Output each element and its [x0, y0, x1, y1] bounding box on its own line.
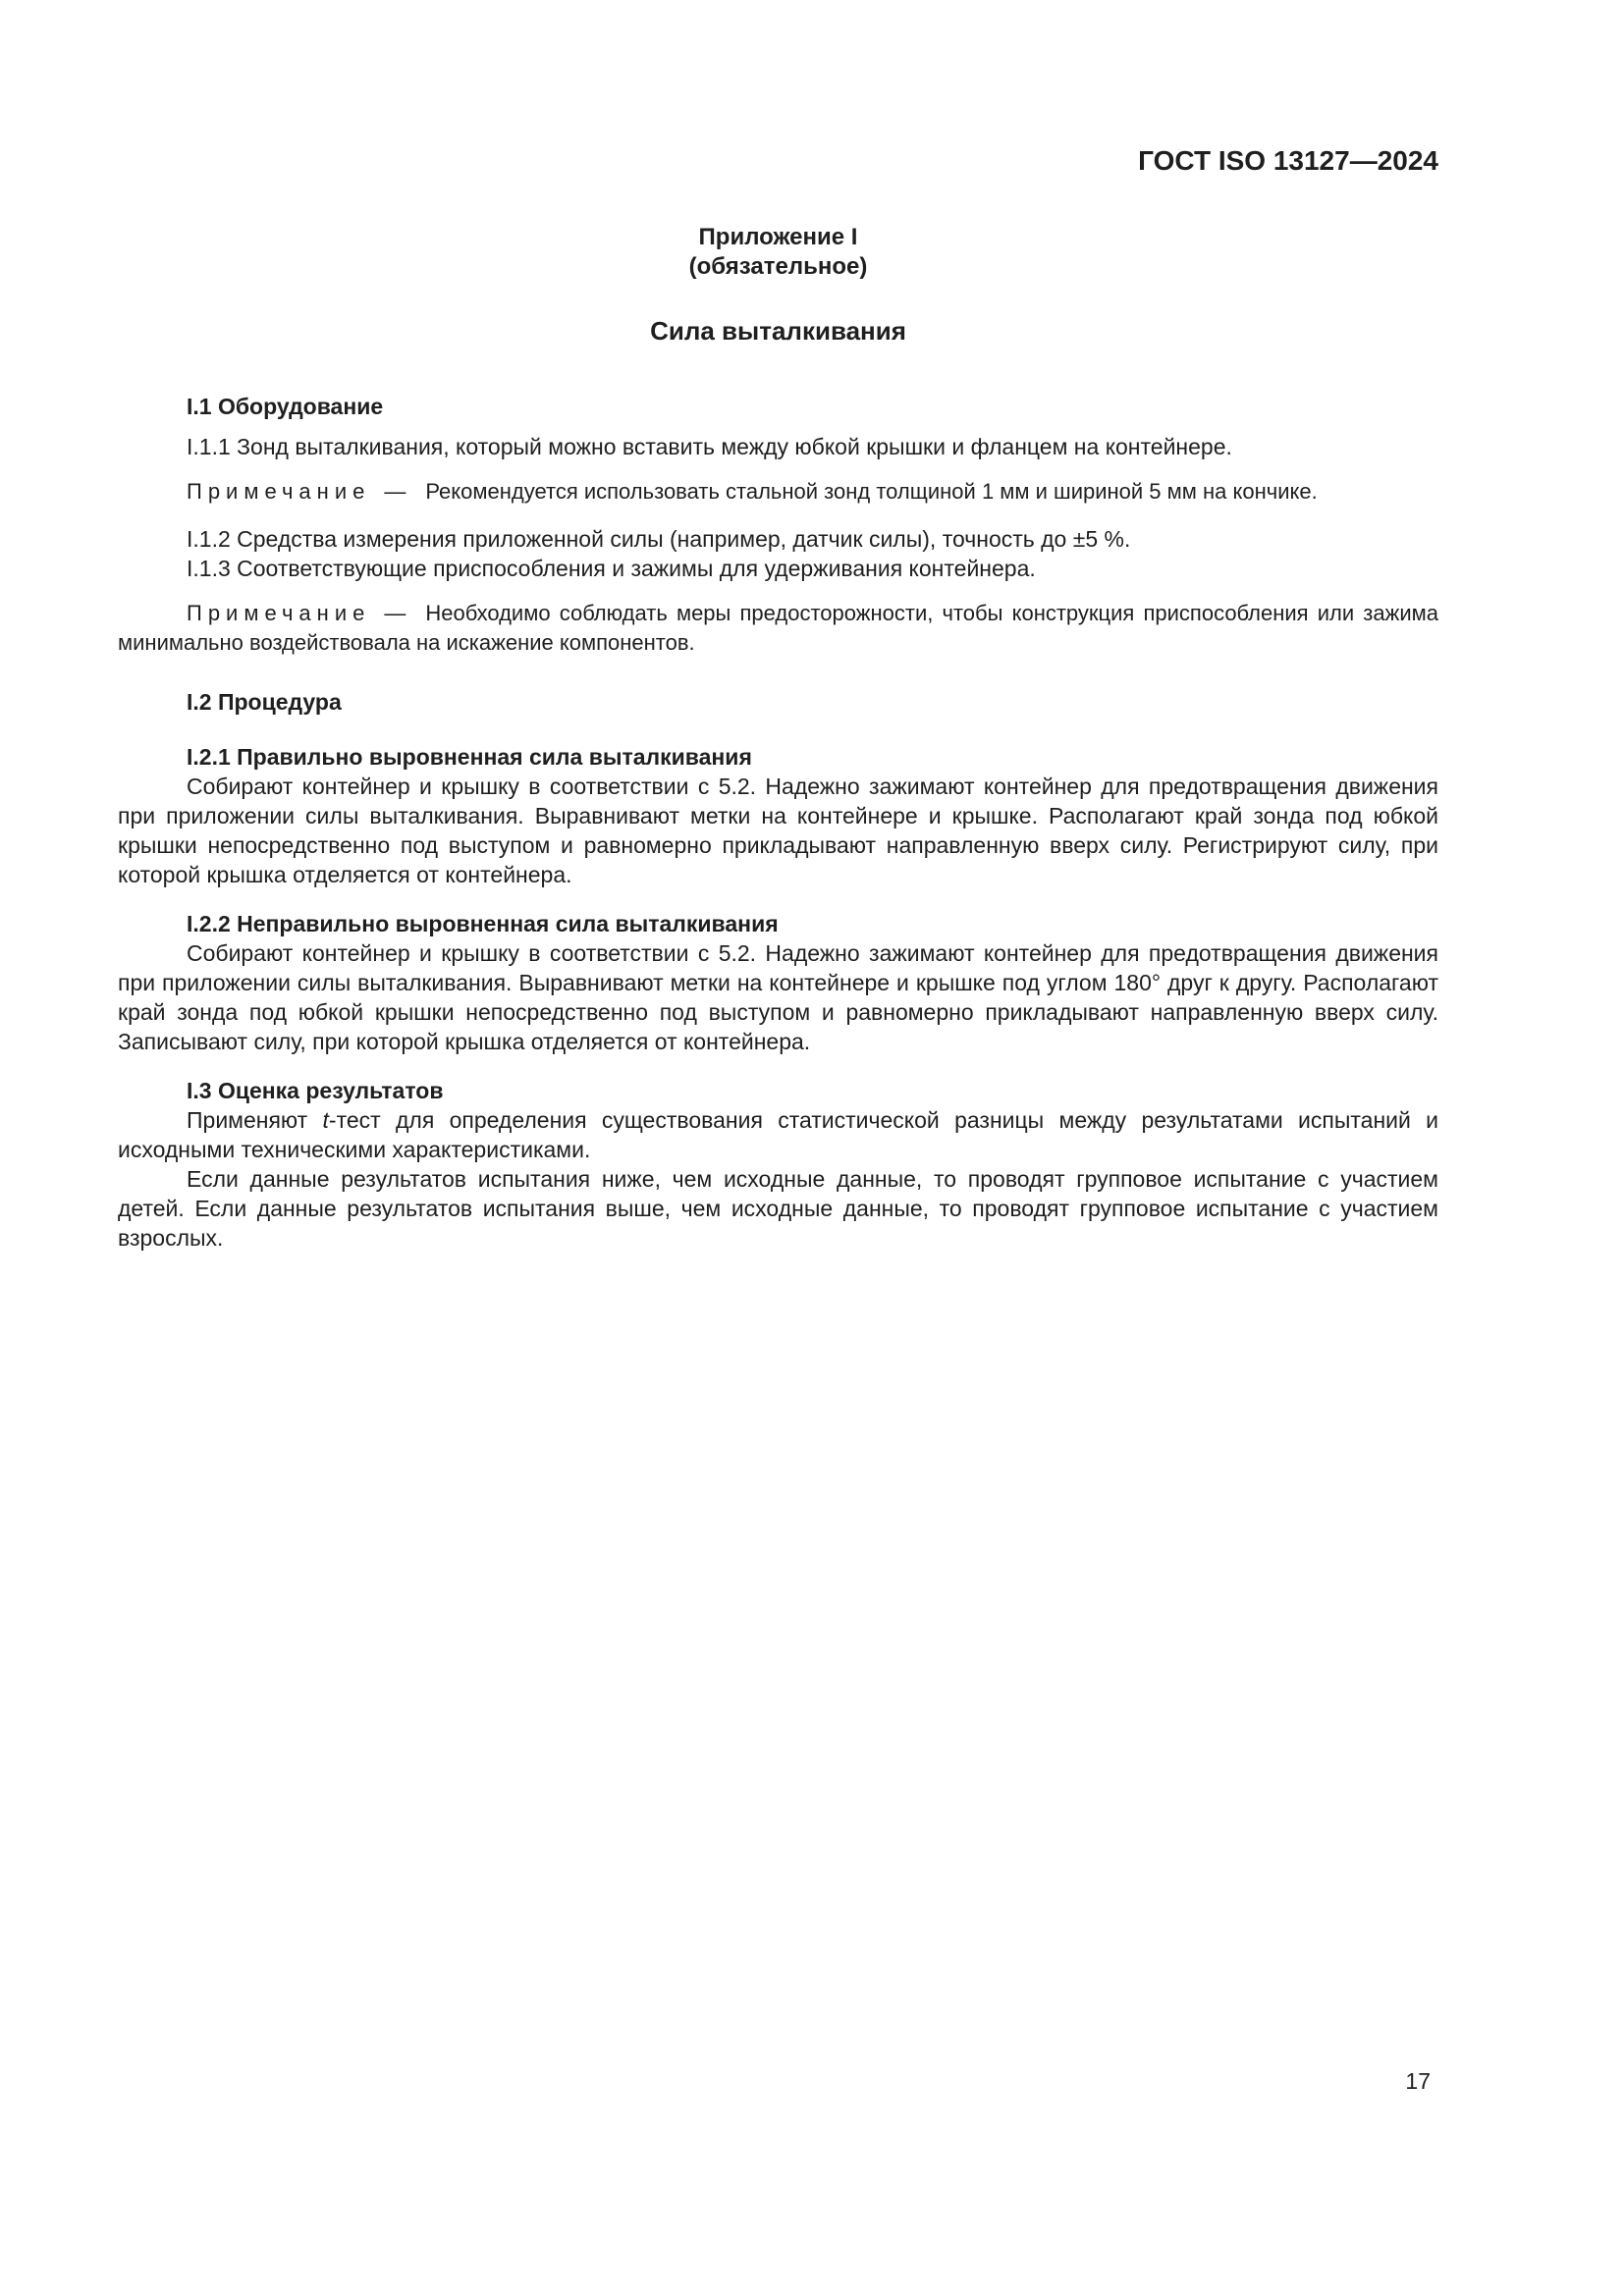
paragraph-i3-2: Если данные результатов испытания ниже, чем исходные данные, то проводят групповое испытание с участием детей. Если данные результатов испытания выше, чем исходные данные, то проводят групповое испытание с участием взрослых. [118, 1166, 1438, 1251]
section-heading-i3: I.3 Оценка результатов [187, 1078, 444, 1103]
note-1-dash: — [384, 479, 406, 504]
note-1-text: Рекомендуется использовать стальной зонд толщиной 1 мм и шириной 5 мм на кончике. [425, 479, 1318, 504]
note-2-dash: — [384, 601, 406, 625]
subsection-heading-i22: I.2.2 Неправильно выровненная сила выталкивания [187, 911, 779, 936]
section-heading-i1: I.1 Оборудование [187, 394, 384, 419]
paragraph-i1-2: I.1.2 Средства измерения приложенной силы (например, датчик силы), точность до ±5 %. [187, 526, 1131, 552]
paragraph-i21: Собирают контейнер и крышку в соответствии с 5.2. Надежно зажимают контейнер для предотвращения движения при приложении силы выталкивания. Выравнивают метки на контейнере и крышке. Располагают край зонда под юбкой крышки непосредственно под выступом и равномерно прикладывают направленную вверх силу. Регистрируют силу, при которой крышка отделяется от контейнера. [118, 774, 1438, 887]
paragraph-i1-3: I.1.3 Соответствующие приспособления и зажимы для удерживания контейнера. [187, 556, 1036, 581]
paragraph-i3-1-pre: Применяют [187, 1107, 323, 1133]
page-content [118, 0, 1438, 1253]
note-2 [118, 599, 1438, 658]
appendix-title: Сила выталкивания [650, 316, 906, 346]
appendix-label: Приложение I [698, 224, 858, 250]
page-number: 17 [1405, 2068, 1431, 2094]
paragraph-i22: Собирают контейнер и крышку в соответствии с 5.2. Надежно зажимают контейнер для предотвращения движения при приложении силы выталкивания. Выравнивают метки на контейнере и крышке под углом 180° друг к другу. Располагают край зонда под юбкой крышки непосредственно под выступом и равномерно прикладывают направленную вверх силу. Записывают силу, при которой крышка отделяется от контейнера. [118, 940, 1438, 1054]
paragraph-i3-1-post: -тест для определения существования статистической разницы между результатами испытаний и исходными техническими характеристиками. [118, 1107, 1438, 1162]
note-1-label: Примечание [187, 479, 371, 504]
note-2-label: Примечание [187, 601, 371, 625]
appendix-block [118, 223, 1438, 282]
section-heading-i2: I.2 Процедура [187, 689, 342, 715]
appendix-obligation: (обязательное) [688, 253, 868, 280]
standard-reference: ГОСТ ISO 13127—2024 [1138, 145, 1438, 176]
t-test-italic: t [322, 1107, 329, 1133]
paragraph-i3-1 [118, 1105, 1438, 1164]
paragraph-i1-1: I.1.1 Зонд выталкивания, который можно вставить между юбкой крышки и фланцем на контейнере. [187, 434, 1232, 459]
note-1 [118, 477, 1438, 507]
note-2-text: Необходимо соблюдать меры предосторожности, чтобы конструкция приспособления или зажима минимально воздействовала на искажение компонентов. [118, 601, 1438, 655]
subsection-heading-i21: I.2.1 Правильно выровненная сила выталкивания [187, 744, 752, 770]
